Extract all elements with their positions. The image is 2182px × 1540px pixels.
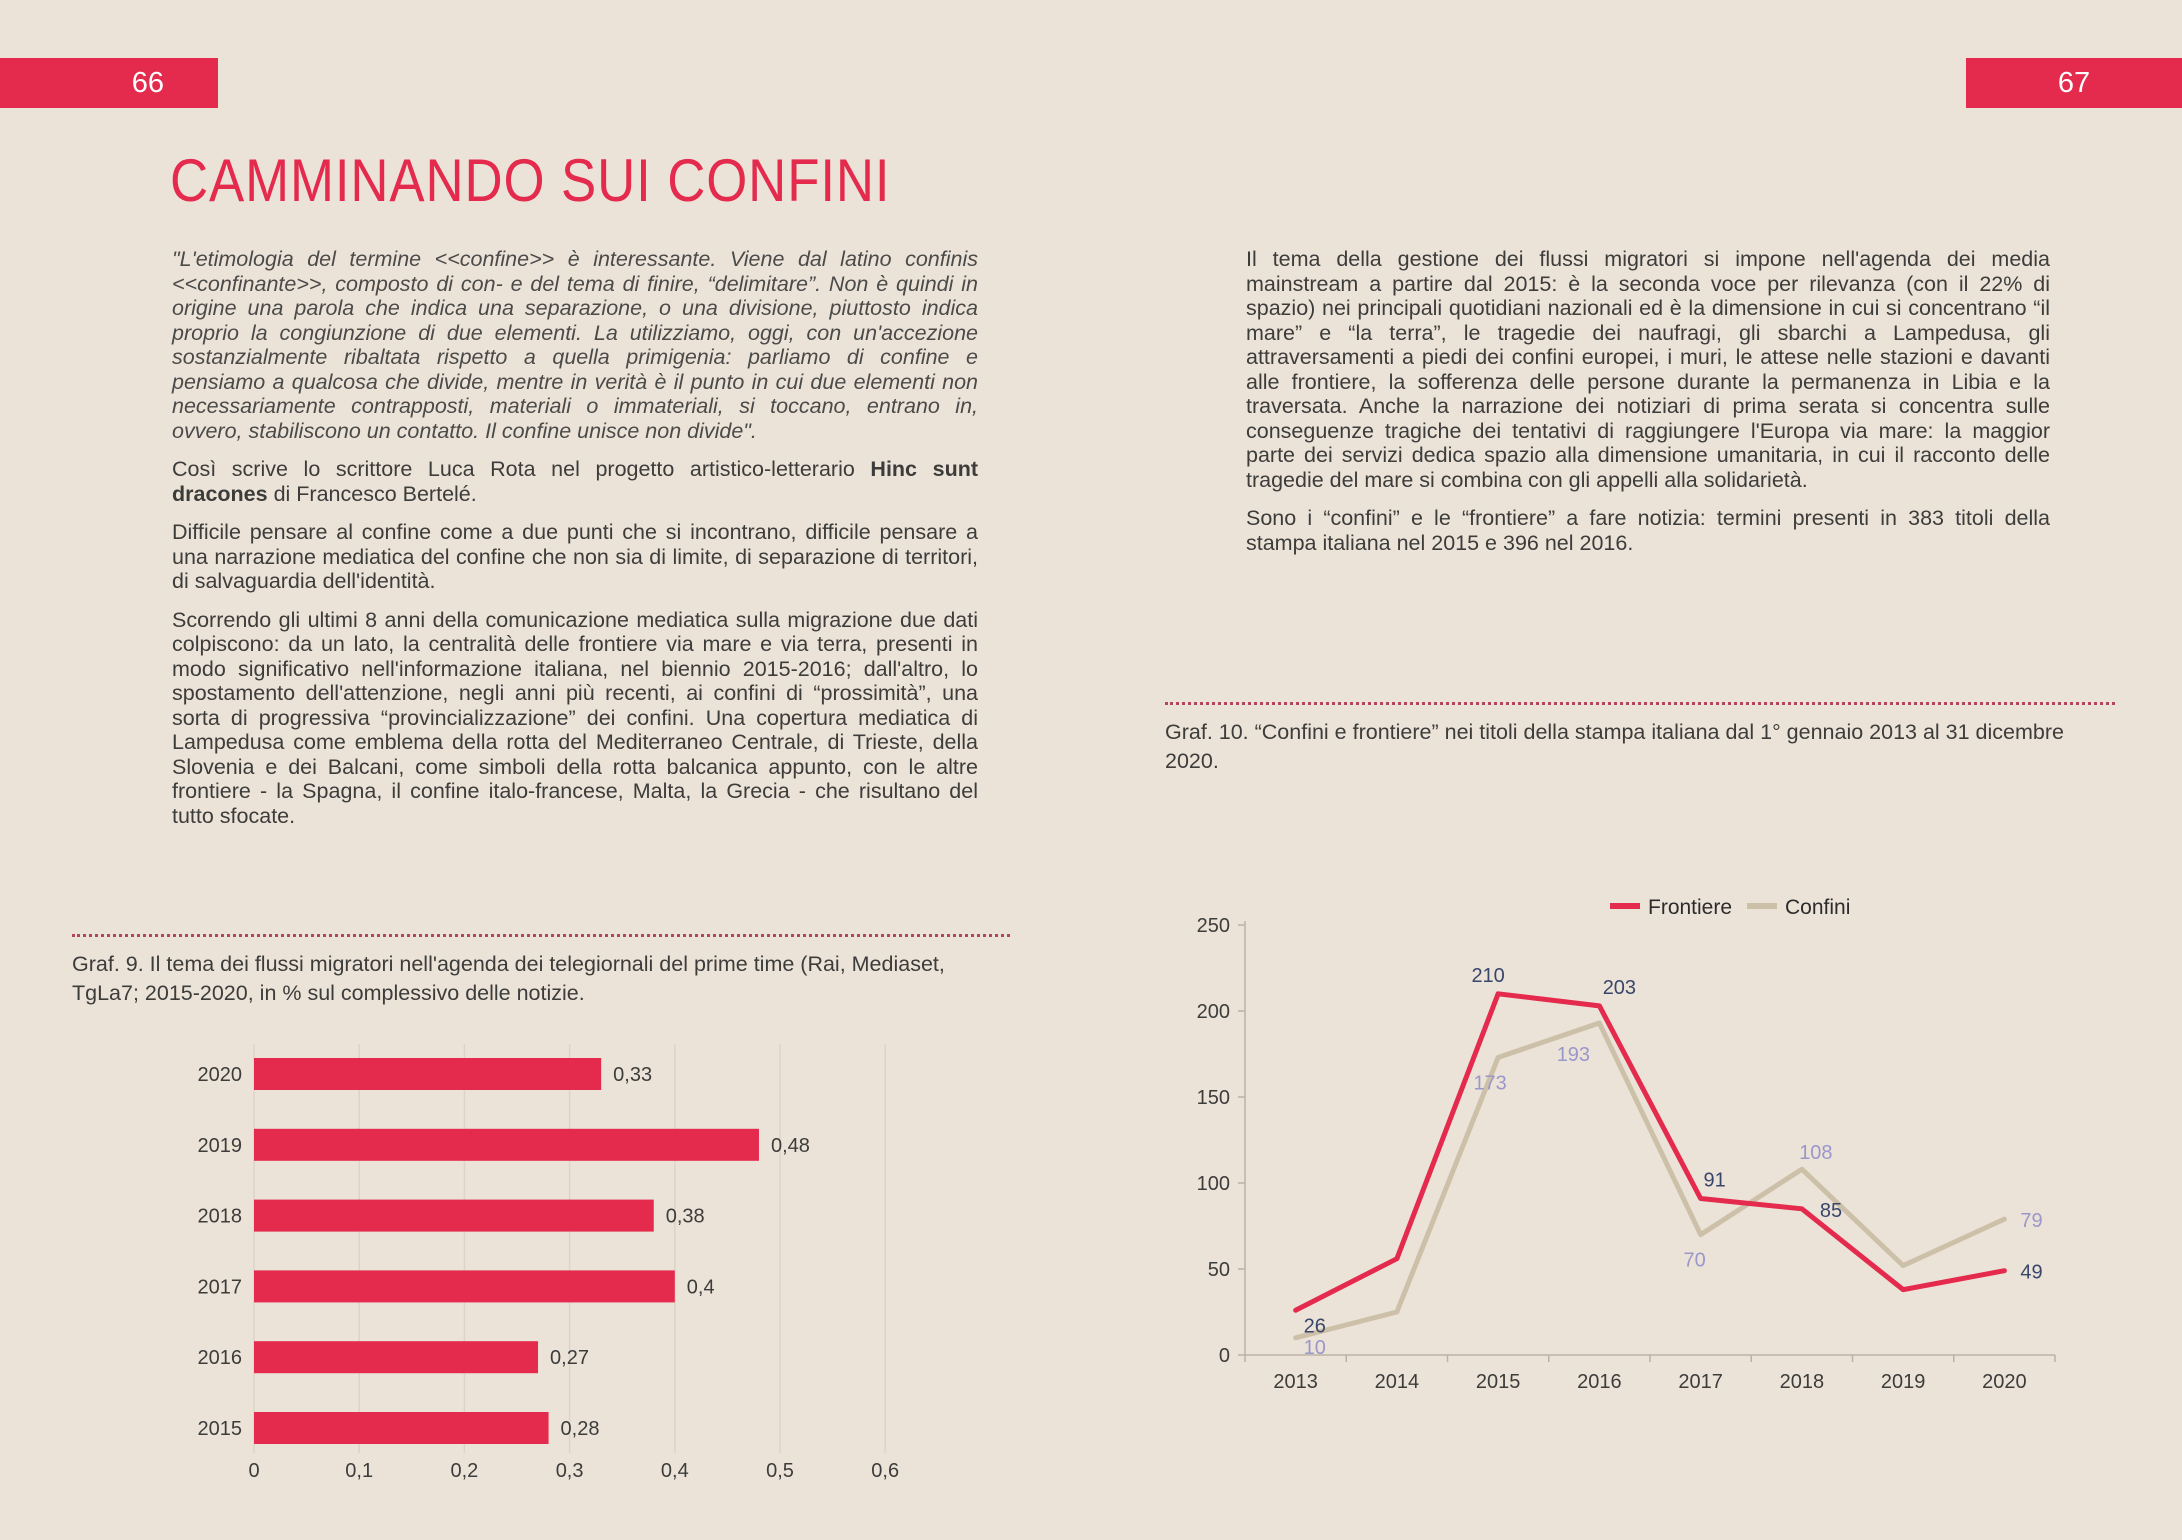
paragraph-sono: Sono i “confini” e le “frontiere” a fare notizia: termini presenti in 383 titoli della stampa italiana nel 2015 e 396 nel 2016. [1246, 506, 2050, 555]
point-label-confini-2020: 79 [2020, 1210, 2043, 1233]
line-chart-graf10 [1175, 893, 2085, 1403]
bar-x-tick-label: 0,1 [345, 1460, 374, 1482]
y-tick-label: 200 [1196, 1001, 1230, 1023]
bar-value-label: 0,38 [665, 1205, 705, 1228]
y-tick-label: 250 [1196, 915, 1230, 937]
bar-chart-graf9 [140, 1040, 1040, 1490]
x-category-label: 2020 [1982, 1371, 2027, 1393]
bar-2018 [254, 1200, 654, 1232]
right-text-column [1246, 247, 2050, 569]
bar-value-label: 0,28 [560, 1418, 600, 1440]
point-label-confini-2013: 10 [1303, 1336, 1326, 1359]
y-tick-label: 100 [1196, 1173, 1230, 1195]
legend-swatch-frontiere [1610, 903, 1640, 909]
line-confini [1296, 1023, 2005, 1338]
bar-x-tick-label: 0,6 [871, 1460, 900, 1482]
point-label-confini-2016: 193 [1556, 1044, 1591, 1067]
chart-caption-graf9: Graf. 9. Il tema dei flussi migratori nell'agenda dei telegiornali del prime time (Rai, Mediaset, TgLa7; 2015-2020, in % sul complessivo delle notizie. [72, 952, 945, 1005]
bar-category-label: 2020 [197, 1064, 242, 1086]
bar-value-label: 0,48 [770, 1134, 810, 1157]
quote-paragraph: "L'etimologia del termine <<confine>> è interessante. Viene dal latino confinis <<confinante>>, composto di con- e del tema di finire, “delimitare”. Non è quindi in origine una parola che indica una separazione, o una divisione, piuttosto indica proprio la congiunzione di due elementi. La utilizziamo, oggi, con un'accezione sostanzialmente ribaltata rispetto a quella primigenia: parliamo di confine e pensiamo a qualcosa che divide, mentre in verità è il punto in cui due elementi non necessariamente contrapposti, materiali o immateriali, si toccano, entrano in, ovvero, stabiliscono un contatto. Il confine unisce non divide". [172, 247, 978, 443]
page-number-left: 66 [0, 58, 218, 108]
point-label-confini-2015: 173 [1473, 1072, 1507, 1095]
legend-label-frontiere: Frontiere [1648, 896, 1733, 919]
bar-2019 [254, 1129, 759, 1161]
x-category-label: 2013 [1273, 1371, 1318, 1393]
x-category-label: 2019 [1880, 1371, 1926, 1393]
x-category-label: 2016 [1577, 1371, 1622, 1393]
bar-x-tick-label: 0 [248, 1460, 260, 1482]
dotted-divider-left [72, 934, 1010, 937]
point-label-frontiere-2018: 85 [1819, 1199, 1843, 1222]
paragraph-rota-bold: Hinc sunt dracones [172, 457, 978, 506]
bar-2020 [254, 1058, 601, 1090]
x-category-label: 2018 [1779, 1371, 1825, 1393]
x-category-label: 2015 [1475, 1371, 1521, 1393]
point-label-frontiere-2016: 203 [1602, 976, 1637, 999]
bar-category-label: 2018 [197, 1205, 242, 1228]
bar-category-label: 2015 [197, 1418, 242, 1440]
paragraph-tema: Il tema della gestione dei flussi migratori si impone nell'agenda dei media mainstream a partire dal 2015: è la seconda voce per rilevanza (con il 22% di spazio) nei principali quotidiani nazionali ed è la dimensione in cui si concentrano “il mare” e “la terra”, le tragedie dei naufragi, gli sbarchi a Lampedusa, gli attraversamenti a piedi dei confini europei, i muri, le attese nelle stazioni e davanti alle frontiere, la sofferenza delle persone durante la permanenza in Libia e la traversata. Anche la narrazione dei notiziari di prima serata si concentra sulle conseguenze tragiche dei tentativi di raggiungere l'Europa via mare: la maggior parte dei servizi dedica spazio alla dimensione umanitaria, in cui il racconto delle tragedie del mare si combina con gli appelli alla solidarietà. [1246, 247, 2050, 492]
paragraph-rota [172, 457, 978, 506]
page-number-right: 67 [1966, 58, 2182, 108]
legend-swatch-confini [1747, 903, 1777, 909]
bar-value-label: 0,33 [613, 1064, 653, 1086]
point-label-confini-2018: 108 [1799, 1142, 1833, 1165]
y-tick-label: 150 [1196, 1087, 1230, 1109]
point-label-frontiere-2020: 49 [2020, 1261, 2043, 1284]
bar-category-label: 2016 [197, 1347, 242, 1370]
bar-2015 [254, 1412, 549, 1444]
bar-value-label: 0,27 [550, 1347, 589, 1370]
point-label-frontiere-2015: 210 [1471, 964, 1505, 987]
legend-label-confini: Confini [1785, 896, 1851, 919]
point-label-confini-2017: 70 [1683, 1249, 1706, 1272]
dotted-divider-right [1165, 702, 2115, 705]
point-label-frontiere-2017: 91 [1703, 1169, 1726, 1192]
bar-x-tick-label: 0,4 [660, 1460, 689, 1482]
chart-caption-graf10: Graf. 10. “Confini e frontiere” nei titoli della stampa italiana dal 1° gennaio 2013 al 31 dicembre 2020. [1165, 720, 2064, 773]
bar-2016 [254, 1341, 538, 1373]
bar-category-label: 2017 [197, 1276, 242, 1299]
bar-value-label: 0,4 [686, 1276, 715, 1299]
y-tick-label: 0 [1218, 1345, 1230, 1367]
paragraph-rota-post: di Francesco Bertelé. [267, 481, 477, 506]
point-label-frontiere-2013: 26 [1303, 1315, 1326, 1338]
x-category-label: 2017 [1678, 1371, 1723, 1393]
bar-x-tick-label: 0,3 [555, 1460, 584, 1482]
y-tick-label: 50 [1207, 1259, 1230, 1281]
x-category-label: 2014 [1374, 1371, 1420, 1393]
left-text-column [172, 247, 978, 842]
bar-x-tick-label: 0,2 [450, 1460, 479, 1482]
paragraph-difficile: Difficile pensare al confine come a due punti che si incontrano, difficile pensare a una narrazione mediatica del confine che non sia di limite, di separazione di territori, di salvaguardia dell'identità. [172, 520, 978, 593]
bar-x-tick-label: 0,5 [766, 1460, 794, 1482]
page-title: CAMMINANDO SUI CONFINI [170, 147, 891, 214]
paragraph-scorrendo: Scorrendo gli ultimi 8 anni della comunicazione mediatica sulla migrazione due dati colpiscono: da un lato, la centralità delle frontiere via mare e via terra, presenti in modo significativo nell'informazione italiana, nel biennio 2015-2016; dall'altro, lo spostamento dell'attenzione, negli anni più recenti, ai confini di “prossimità”, una sorta di progressiva “provincializzazione” dei confini. Una copertura mediatica di Lampedusa come emblema della rotta del Mediterraneo Centrale, di Trieste, della Slovenia e dei Balcani, come simboli della rotta balcanica appunto, con le altre frontiere - la Spagna, il confine italo-francese, Malta, la Grecia - che risultano del tutto sfocate. [172, 607, 978, 828]
bar-2017 [254, 1270, 675, 1302]
bar-category-label: 2019 [197, 1134, 242, 1157]
paragraph-rota-pre: Così scrive lo scrittore Luca Rota nel progetto artistico-letterario [172, 457, 871, 481]
